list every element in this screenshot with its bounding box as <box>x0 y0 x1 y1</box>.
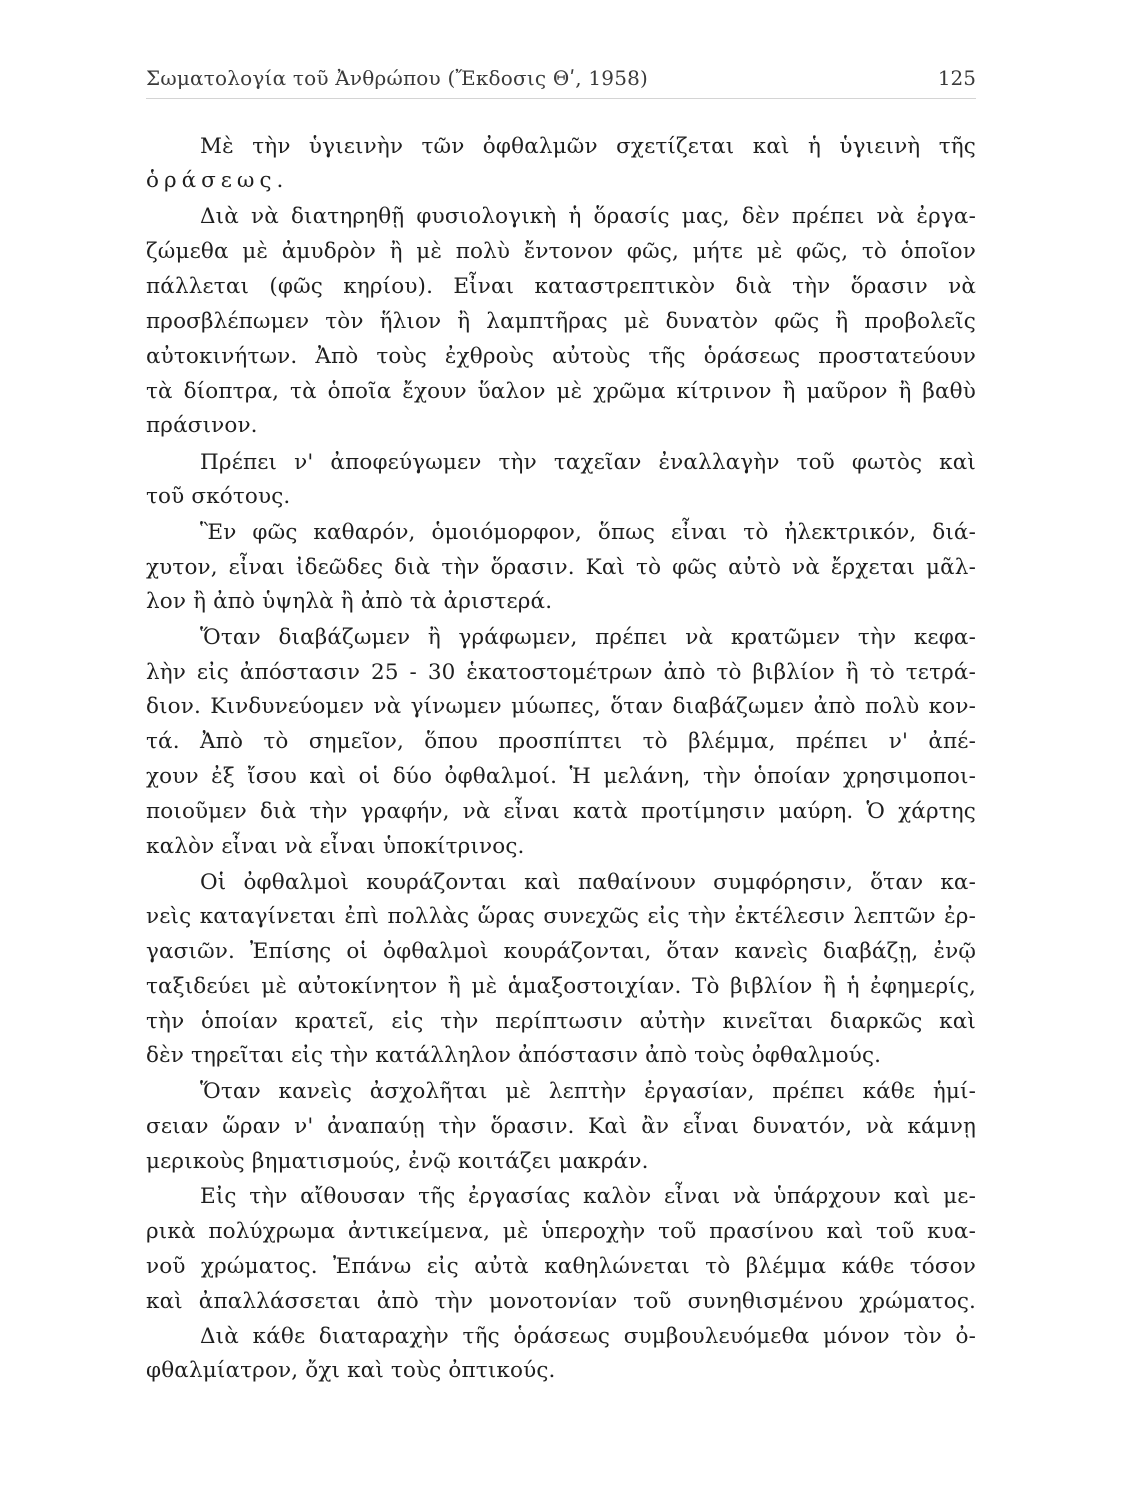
text-line: ταξιδεύει μὲ αὐτοκίνητον ἢ μὲ ἁμαξοστοιχίαν. Τὸ βιβλίον ἢ ἡ ἐφημερίς, <box>146 974 976 999</box>
text-line: λον ἢ ἀπὸ ὑψηλὰ ἢ ἀπὸ τὰ ἀριστερά. <box>146 589 553 614</box>
text-line: ποιοῦμεν διὰ τὴν γραφήν, νὰ εἶναι κατὰ προτίμησιν μαύρη. Ὁ χάρτης <box>146 799 976 824</box>
text-line: Διὰ νὰ διατηρηθῇ φυσιολογικὴ ἡ ὅρασίς μας, δὲν πρέπει νὰ ἐργα- <box>200 204 976 229</box>
text-line: τοῦ σκότους. <box>146 484 291 509</box>
text-line: τὴν ὁποίαν κρατεῖ, εἰς τὴν περίπτωσιν αὐτὴν κινεῖται διαρκῶς καὶ <box>146 1009 976 1034</box>
text-line: φθαλμίατρον, ὄχι καὶ τοὺς ὀπτικούς. <box>146 1358 556 1383</box>
text-line: καὶ ἀπαλλάσσεται ἀπὸ τὴν μονοτονίαν τοῦ συνηθισμένου χρώματος. <box>146 1289 976 1314</box>
text-line: Ἓν φῶς καθαρόν, ὁμοιόμορφον, ὅπως εἶναι τὸ ἠλεκτρικόν, διά- <box>200 520 976 545</box>
text-line: Ὅταν διαβάζωμεν ἢ γράφωμεν, πρέπει νὰ κρατῶμεν τὴν κεφα- <box>200 625 976 650</box>
text-line: πράσινον. <box>146 413 258 438</box>
text-line: καλὸν εἶναι νὰ εἶναι ὑποκίτρινος. <box>146 834 525 859</box>
text-line: γασιῶν. Ἐπίσης οἱ ὀφθαλμοὶ κουράζονται, ὅταν κανεὶς διαβάζῃ, ἐνῷ <box>146 939 976 964</box>
text-line: Μὲ τὴν ὑγιεινὴν τῶν ὀφθαλμῶν σχετίζεται καὶ ἡ ὑγιεινὴ τῆς <box>200 134 976 159</box>
text-line: χυτον, εἶναι ἰδεῶδες διὰ τὴν ὅρασιν. Καὶ τὸ φῶς αὐτὸ νὰ ἔρχεται μᾶλ- <box>146 555 976 580</box>
text-line: νεὶς καταγίνεται ἐπὶ πολλὰς ὥρας συνεχῶς εἰς τὴν ἐκτέλεσιν λεπτῶν ἐρ- <box>146 904 976 929</box>
text-line: ζώμεθα μὲ ἀμυδρὸν ἢ μὲ πολὺ ἔντονον φῶς, μήτε μὲ φῶς, τὸ ὁποῖον <box>146 239 976 264</box>
text-line: τά. Ἀπὸ τὸ σημεῖον, ὅπου προσπίπτει τὸ βλέμμα, πρέπει ν' ἀπέ- <box>146 729 976 754</box>
running-header <box>146 66 976 99</box>
text-line: ρικὰ πολύχρωμα ἀντικείμενα, μὲ ὑπεροχὴν τοῦ πρασίνου καὶ τοῦ κυα- <box>146 1219 976 1244</box>
text-line: Πρέπει ν' ἀποφεύγωμεν τὴν ταχεῖαν ἐναλλαγὴν τοῦ φωτὸς καὶ <box>200 450 976 475</box>
text-line: δὲν τηρεῖται εἰς τὴν κατάλληλον ἀπόστασιν ἀπὸ τοὺς ὀφθαλμούς. <box>146 1043 882 1068</box>
text-line: Εἰς τὴν αἴθουσαν τῆς ἐργασίας καλὸν εἶναι νὰ ὑπάρχουν καὶ με- <box>200 1184 976 1209</box>
text-line: ὁράσεως. <box>146 168 289 193</box>
text-line: Οἱ ὀφθαλμοὶ κουράζονται καὶ παθαίνουν συμφόρησιν, ὅταν κα- <box>200 870 976 895</box>
text-line: προσβλέπωμεν τὸν ἥλιον ἢ λαμπτῆρας μὲ δυνατὸν φῶς ἢ προβολεῖς <box>146 309 976 334</box>
text-line: νοῦ χρώματος. Ἐπάνω εἰς αὐτὰ καθηλώνεται τὸ βλέμμα κάθε τόσον <box>146 1254 976 1279</box>
text-line: χουν ἐξ ἴσου καὶ οἱ δύο ὀφθαλμοί. Ἡ μελάνη, τὴν ὁποίαν χρησιμοποι- <box>146 764 976 789</box>
text-line: λὴν εἰς ἀπόστασιν 25 - 30 ἑκατοστομέτρων ἀπὸ τὸ βιβλίον ἢ τὸ τετρά- <box>146 660 976 685</box>
text-line: αὐτοκινήτων. Ἀπὸ τοὺς ἐχθροὺς αὐτοὺς τῆς ὁράσεως προστατεύουν <box>146 344 976 369</box>
text-line: πάλλεται (φῶς κηρίου). Εἶναι καταστρεπτικὸν διὰ τὴν ὅρασιν νὰ <box>146 274 976 299</box>
text-line: Διὰ κάθε διαταραχὴν τῆς ὁράσεως συμβουλευόμεθα μόνον τὸν ὀ- <box>200 1324 976 1349</box>
page-number: 125 <box>937 66 976 90</box>
text-line: μερικοὺς βηματισμούς, ἐνῷ κοιτάζει μακράν. <box>146 1149 649 1174</box>
running-head-title: Σωματολογία τοῦ Ἀνθρώπου (Ἔκδοσις Θʹ, 1958) <box>146 66 649 90</box>
text-line: διον. Κινδυνεύομεν νὰ γίνωμεν μύωπες, ὅταν διαβάζωμεν ἀπὸ πολὺ κον- <box>146 694 976 719</box>
text-line: σειαν ὥραν ν' ἀναπαύῃ τὴν ὅρασιν. Καὶ ἂν εἶναι δυνατόν, νὰ κάμνῃ <box>146 1114 976 1139</box>
text-line: Ὅταν κανεὶς ἀσχολῆται μὲ λεπτὴν ἐργασίαν, πρέπει κάθε ἡμί- <box>200 1079 976 1104</box>
text-line: τὰ δίοπτρα, τὰ ὁποῖα ἔχουν ὕαλον μὲ χρῶμα κίτρινον ἢ μαῦρον ἢ βαθὺ <box>146 379 976 404</box>
